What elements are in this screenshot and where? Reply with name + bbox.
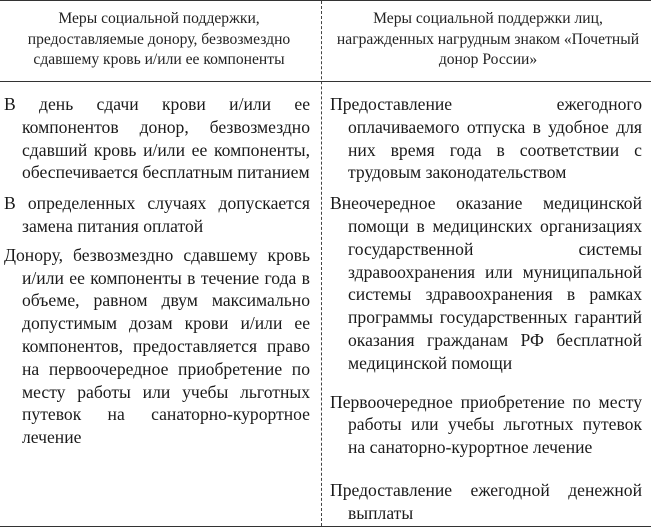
right-item: Предоставление ежегодного оплачиваемого отпуска в удобное для них время года в соответствии с трудовым законодательством bbox=[330, 94, 642, 183]
left-item: В определенных случаях допускается замена питания оплатой bbox=[4, 193, 310, 236]
right-item: Первоочередное приобретение по месту работы или учебы льготных путевок на санаторно-курортное лечение bbox=[330, 391, 642, 458]
header-divider bbox=[0, 81, 651, 82]
right-item: Предоставление ежегодной денежной выплаты bbox=[330, 479, 642, 523]
right-column bbox=[330, 93, 642, 525]
right-item: Внеочередное оказание медицинской помощи в медицинских организациях государственной системы здравоохранения или муниципальной системы здравоохранения в рамках программы государственных гарантий оказания гражданам РФ бесплатной медицинской помощи bbox=[330, 193, 642, 373]
left-item: В день сдачи крови и/или ее компонентов донор, безвозмездно сдавший кровь и/или ее компоненты, обеспечивается бесплатным питанием bbox=[4, 94, 310, 183]
column-divider bbox=[321, 1, 322, 526]
header-right: Меры социальной поддержки лиц, награжденных нагрудным знаком «Почетный донор России» bbox=[336, 10, 640, 68]
left-column bbox=[4, 93, 310, 449]
header-left: Меры социальной поддержки, предоставляемые донору, безвозмездно сдавшему кровь и/или ее компоненты bbox=[27, 10, 291, 68]
left-item: Донору, безвозмездно сдавшему кровь и/или ее компоненты в течение года в объеме, равном двум максимально допустимым дозам крови и/или ее компонентов, предоставляется право на первоочередное приобретение по месту работы или учебы льготных путевок на санаторно-курортное лечение bbox=[4, 244, 310, 448]
